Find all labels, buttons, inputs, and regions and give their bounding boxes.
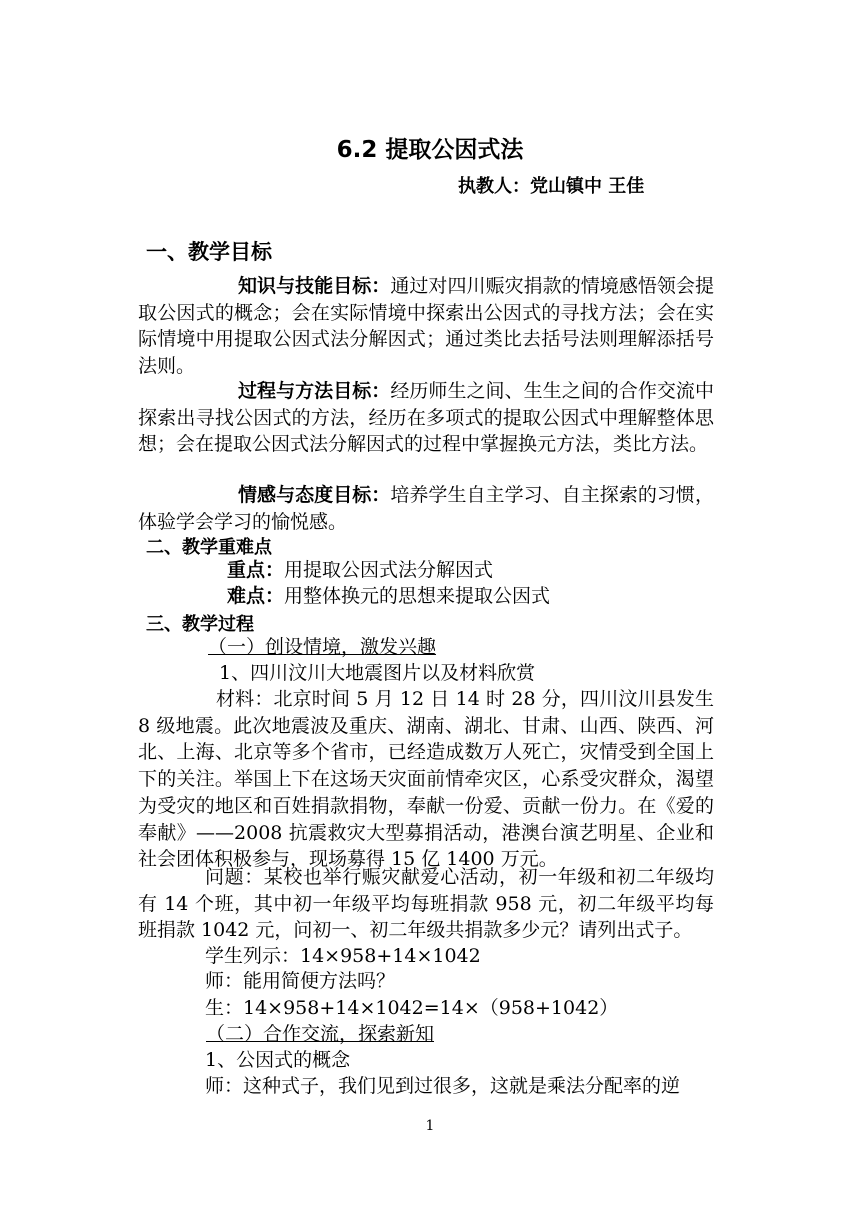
author-line: 执教人：党山镇中 王佳 bbox=[458, 176, 645, 197]
process-label: 过程与方法目标： bbox=[238, 380, 391, 402]
student-answer: 生：14×958+14×1042=14×（958+1042） bbox=[205, 997, 619, 1019]
section-heading-objectives: 一、教学目标 bbox=[146, 240, 272, 264]
emotion-text: 培养学生自主学习、自主探索的习惯，体验学会学习的愉悦感。 bbox=[138, 484, 714, 533]
item-1-heading: 1、四川汶川大地震图片以及材料欣赏 bbox=[219, 662, 536, 684]
key-point bbox=[227, 557, 803, 583]
difficult-text: 用整体换元的思想来提取公因式 bbox=[284, 585, 551, 607]
difficult-label: 难点： bbox=[227, 585, 285, 607]
subsection-2-heading: （二）合作交流，探索新知 bbox=[206, 1023, 435, 1045]
question-paragraph: 问题：某校也举行赈灾献爱心活动，初一年级和初二年级均有 14 个班，其中初一年级平均每班捐款 958 元，初二年级平均每班捐款 1042 元，问初一、初二年级共捐款多少元？请列出式子。 bbox=[138, 866, 714, 942]
process-text: 经历师生之间、生生之间的合作交流中探索出寻找公因式的方法，经历在多项式的提取公因式中理解整体思想；会在提取公因式法分解因式的过程中掌握换元方法，类比方法。 bbox=[138, 380, 714, 456]
knowledge-label: 知识与技能目标： bbox=[238, 275, 391, 297]
student-expression: 学生列示：14×958+14×1042 bbox=[205, 945, 481, 967]
knowledge-objective bbox=[138, 273, 714, 380]
key-text: 用提取公因式法分解因式 bbox=[284, 559, 494, 581]
emotion-objective bbox=[138, 482, 714, 535]
section-heading-key-points: 二、教学重难点 bbox=[146, 537, 272, 558]
difficult-point bbox=[227, 583, 803, 609]
section-heading-process: 三、教学过程 bbox=[146, 614, 254, 635]
teacher-question: 师：能用简便方法吗？ bbox=[205, 970, 396, 992]
emotion-label: 情感与态度目标： bbox=[238, 484, 391, 506]
item-2-heading: 1、公因式的概念 bbox=[205, 1049, 351, 1071]
lesson-title: 6.2 提取公因式法 bbox=[336, 137, 524, 163]
key-label: 重点： bbox=[227, 559, 285, 581]
page-number: 1 bbox=[425, 1118, 435, 1134]
knowledge-text: 通过对四川赈灾捐款的情境感悟领会提取公因式的概念；会在实际情境中探索出公因式的寻找方法；会在实际情境中用提取公因式法分解因式；通过类比去括号法则理解添括号法则。 bbox=[138, 275, 714, 378]
teacher-statement: 师：这种式子，我们见到过很多，这就是乘法分配率的逆 bbox=[205, 1075, 681, 1097]
material-paragraph: 材料：北京时间 5 月 12 日 14 时 28 分，四川汶川县发生 8 级地震。此次地震波及重庆、湖南、湖北、甘肃、山西、陕西、河北、上海、北京等多个省市，已经造成数万人死亡，灾情受到全国上下的关注。举国上下在这场天灾面前情牵灾区，心系受灾群众，渴望为受灾的地区和百姓捐款捐物，奉献一份爱、贡献一份力。在《爱的奉献》——2008 抗震救灾大型募捐活动，港澳台演艺明星、企业和社会团体积极参与，现场募得 15 亿 1400 万元。 bbox=[138, 688, 714, 871]
subsection-1-heading: （一）创设情境，激发兴趣 bbox=[208, 636, 437, 658]
process-objective bbox=[138, 378, 714, 458]
